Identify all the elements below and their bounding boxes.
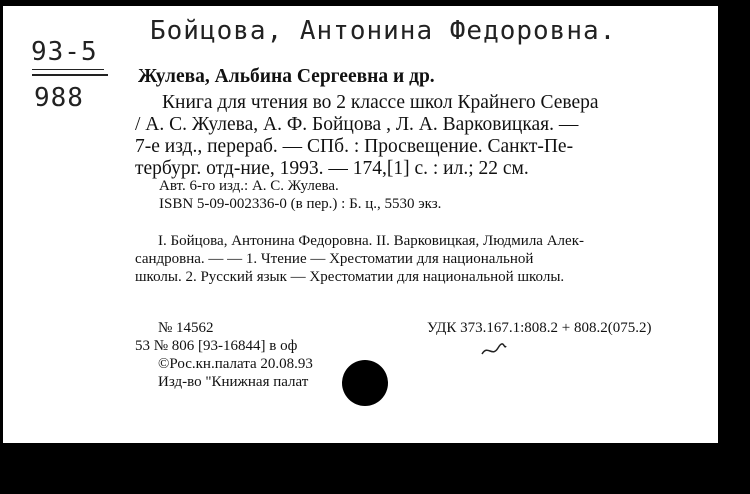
bottom-line-3: Изд-во "Книжная палат xyxy=(158,374,309,390)
title-line-1: Книга для чтения во 2 классе школ Крайнего Севера xyxy=(162,92,599,113)
bottom-line-1: 53 № 806 [93-16844] в оф xyxy=(135,338,298,354)
shelf-mark-divider xyxy=(32,74,108,76)
scan-border-right xyxy=(718,0,750,494)
author-note: Авт. 6-го изд.: А. С. Жулева. xyxy=(159,178,339,194)
handwritten-mark-icon xyxy=(478,340,508,360)
subject-line-3: школы. 2. Русский язык — Хрестоматии для национальной школы. xyxy=(135,269,565,285)
scan-border-bottom xyxy=(0,448,750,494)
bottom-line-2: ©Рос.кн.палата 20.08.93 xyxy=(158,356,313,372)
udk-code: УДК 373.167.1:808.2 + 808.2(075.2) xyxy=(427,320,652,336)
shelf-mark-bottom: 988 xyxy=(34,83,84,113)
handwritten-title: Бойцова, Антонина Федоровна. xyxy=(150,16,617,46)
author-heading: Жулева, Альбина Сергеевна и др. xyxy=(138,66,435,87)
subject-line-2: сандровна. — — 1. Чтение — Хрестоматии для национальной xyxy=(135,251,534,267)
shelf-mark-top: 93-5 xyxy=(31,37,98,67)
title-line-4: тербург. отд-ние, 1993. — 174,[1] с. : ил.; 22 см. xyxy=(135,158,529,179)
title-line-2: / А. С. Жулева, А. Ф. Бойцова , Л. А. Варковицкая. — xyxy=(135,114,579,135)
shelf-mark-divider-thin xyxy=(32,69,104,70)
record-number: № 14562 xyxy=(158,320,214,336)
isbn-line: ISBN 5-09-002336-0 (в пер.) : Б. ц., 5530 экз. xyxy=(159,196,442,212)
punch-hole xyxy=(342,360,388,406)
title-line-3: 7-е изд., перераб. — СПб. : Просвещение. Санкт-Пе- xyxy=(135,136,574,157)
subject-line-1: I. Бойцова, Антонина Федоровна. II. Варковицкая, Людмила Алек- xyxy=(158,233,584,249)
